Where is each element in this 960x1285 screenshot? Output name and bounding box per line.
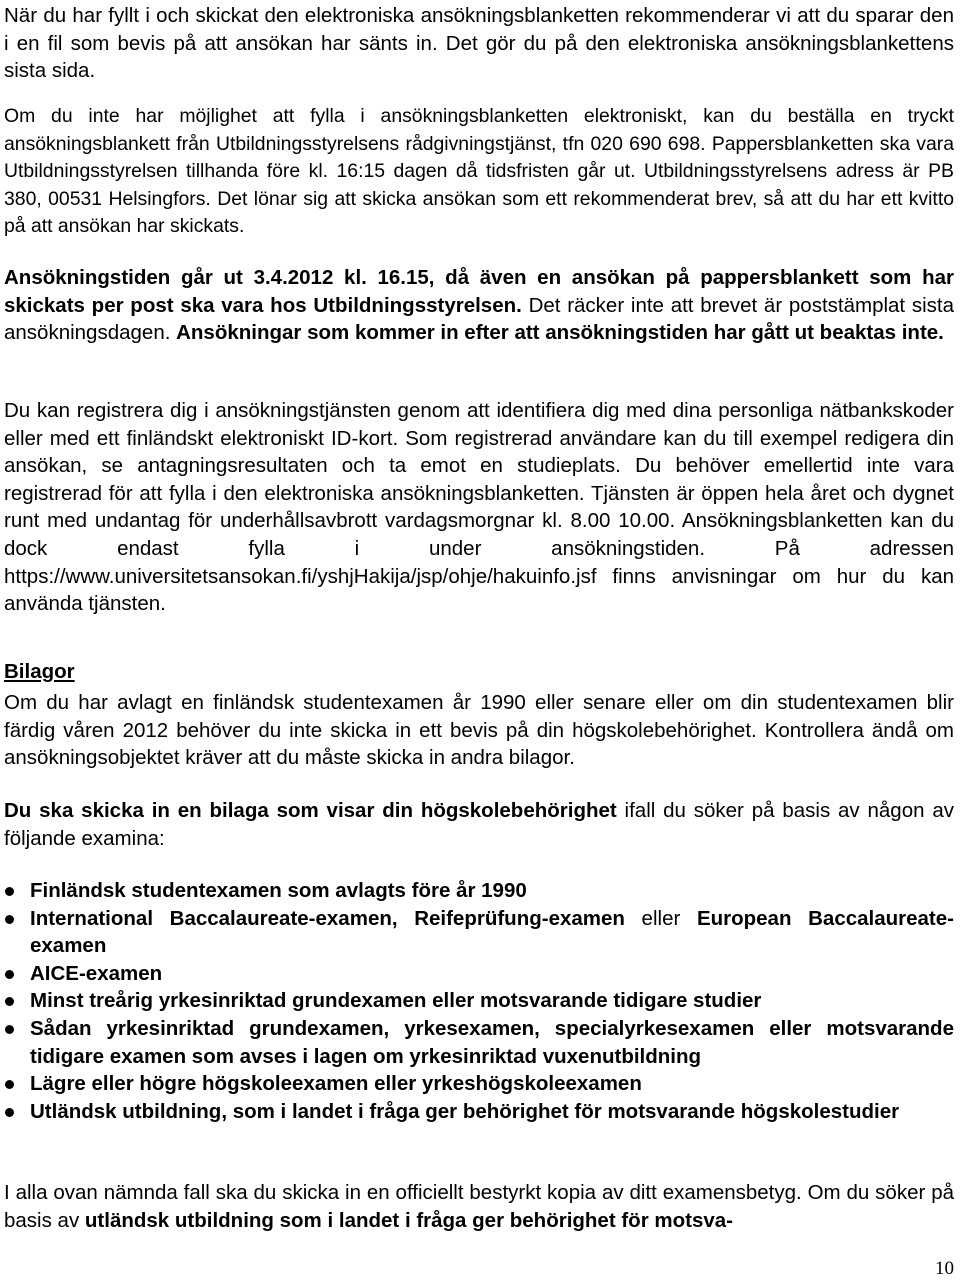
paragraph-registration: Du kan registrera dig i ansökningstjänsten genom att identifiera dig med dina personliga nätbankskoder eller med ett finländskt elektroniskt ID-kort. Som registrerad användare kan du till exempel redigera din ansökan, se antagningsresultaten och ta emot en studieplats. Du behöver emellertid inte vara registrerad för att fylla i den elektroniska ansökningsblanketten. Tjänsten är öppen hela året och dygnet runt med undantag för underhållsavbrott vardagsmorgnar kl. 8.00 10.00. Ansökningsblanketten kan du dock endast fylla i under ansökningstiden. På adressen https://www.universitetsansokan.fi/yshjHakija/jsp/ohje/hakuinfo.jsf finns anvisningar om hur du kan använda tjänsten. [4, 399, 954, 616]
list-item: AICE-examen [4, 960, 954, 988]
bullet-icon [5, 970, 14, 979]
paragraph-certified-copy [4, 1179, 954, 1234]
paragraph-paper-form: Om du inte har möjlighet att fylla i ansökningsblanketten elektroniskt, kan du beställa en tryckt ansökningsblankett från Utbildningsstyrelsens rådgivningstjänst, tfn 020 690 698. Pappersblanketten ska vara Utbildningsstyrelsen tillhanda före kl. 16:15 dagen då tidsfristen går ut. Utbildningsstyrelsens adress är PB 380, 00531 Helsingfors. Det lönar sig att skicka ansökan som ett rekommenderat brev, så att du har ett kvitto på att ansökan har skickats. [4, 105, 954, 238]
page-number: 10 [935, 1258, 954, 1279]
bullet-icon [5, 1080, 14, 1089]
list-item: Utländsk utbildning, som i landet i fråga ger behörighet för motsvarande högskolestudier [4, 1098, 954, 1126]
deadline-normal-text: Det räcker inte att brevet är poststämplat sista ansökningsdagen. [4, 293, 955, 345]
attachment-required-bold: Du ska skicka in en bilaga som visar din högskolebehörighet [4, 799, 617, 822]
certified-copy-normal: I alla ovan nämnda fall ska du skicka in en officiellt bestyrkt kopia av ditt examensbetyg. Om du söker på basis av [4, 1181, 954, 1232]
list-item: Finländsk studentexamen som avlagts före år 1990 [4, 877, 954, 905]
bullet-icon [5, 997, 14, 1006]
bullet-icon [5, 915, 14, 924]
list-item: Minst treårig yrkesinriktad grundexamen eller motsvarande tidigare studier [4, 987, 954, 1015]
paragraph-attachment-required [4, 797, 954, 852]
list-item: Lägre eller högre högskoleexamen eller yrkeshögskoleexamen [4, 1070, 954, 1098]
paragraph-attachments-info: Om du har avlagt en finländsk studentexamen år 1990 eller senare eller om din studentexamen blir färdig våren 2012 behöver du inte skicka in ett bevis på din högskolebehörighet. Kontrollera ändå om ansökningsobjektet kräver att du måste skicka in andra bilagor. [4, 691, 954, 770]
deadline-late-text: Ansökningar som kommer in efter att ansökningstiden har gått ut beaktas inte. [176, 321, 944, 345]
degree-list [4, 877, 954, 1125]
paragraph-deadline [4, 264, 954, 347]
certified-copy-bold: utländsk utbildning som i landet i fråga ger behörighet för motsva- [84, 1208, 733, 1232]
bullet-icon [5, 1025, 14, 1034]
deadline-bold-text: Ansökningstiden går ut 3.4.2012 kl. 16.15, då även en ansökan på pappersblankett som har skickats per post ska vara hos Utbildningsstyrelsen. [4, 266, 954, 317]
section-heading-bilagor: Bilagor [4, 660, 75, 683]
list-item: International Baccalaureate-examen, Reifeprüfung-examen eller European Baccalaureate-examen [4, 905, 954, 960]
paragraph-save-application: När du har fyllt i och skickat den elektroniska ansökningsblanketten rekommenderar vi att du sparar den i en fil som bevis på att ansökan har sänts in. Det gör du på den elektroniska ansökningsblankettens sista sida. [4, 4, 954, 83]
attachment-required-normal: ifall du söker på basis av någon av följande examina: [4, 799, 954, 850]
bullet-icon [5, 887, 14, 896]
list-item: Sådan yrkesinriktad grundexamen, yrkesexamen, specialyrkesexamen eller motsvarande tidigare examen som avses i lagen om yrkesinriktad vuxenutbildning [4, 1015, 954, 1070]
bullet-icon [5, 1108, 14, 1117]
